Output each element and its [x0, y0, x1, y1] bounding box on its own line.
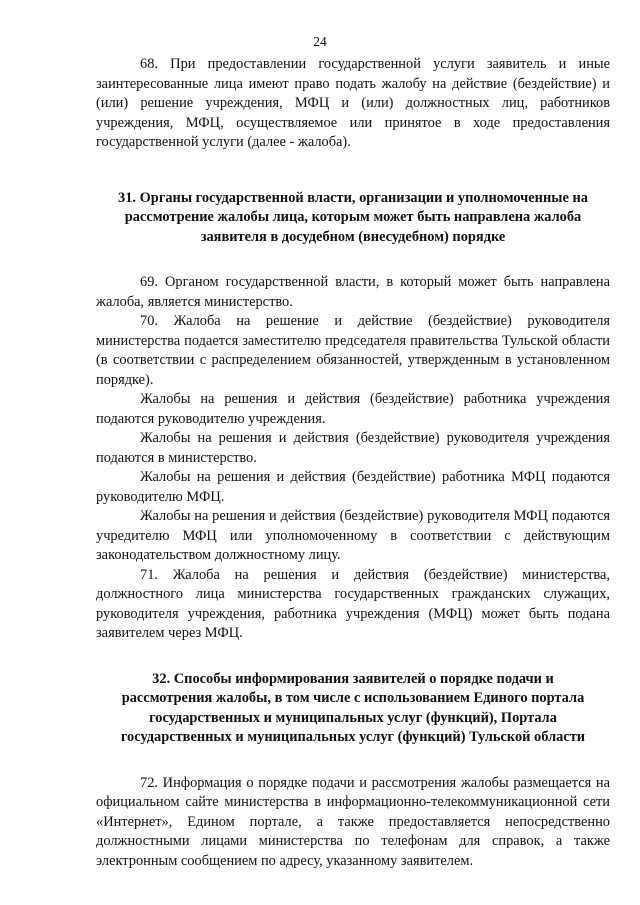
page-number: 24	[313, 34, 327, 49]
paragraph-71: 71. Жалоба на решения и действия (бездействие) министерства, должностного лица министерства государственных гражданских служащих, руководителя учреждения, работника учреждения (МФЦ) может быть подана заявителем через МФЦ.	[96, 566, 610, 641]
paragraph-70-worker: Жалобы на решения и действия (бездействие) работника учреждения подаются руководителю учреждения.	[96, 391, 610, 427]
section-heading-31: 31. Органы государственной власти, организации и уполномоченные на рассмотрение жалобы лица, которым может быть направлена жалоба заявителя в досудебном (внесудебном) порядке	[118, 189, 588, 245]
paragraph-72: 72. Информация о порядке подачи и рассмотрения жалобы размещается на официальном сайте министерства в информационно-телекоммуникационной сети «Интернет», Едином портале, а также предоставляется непосредственно должностными лицами министерства по телефонам для справок, а также электронным сообщением по адресу, указанному заявителем.	[96, 774, 610, 869]
paragraph-70-mfc-head: Жалобы на решения и действия (бездействие) руководителя МФЦ подаются учредителю МФЦ или уполномоченному в соответствии с действующим законодательством должностному лицу.	[96, 508, 610, 563]
section-heading-32: 32. Способы информирования заявителей о порядке подачи и рассмотрения жалобы, в том числе с использованием Единого портала государственных и муниципальных услуг (функций), Портала государственных и муниципальных услуг (функций) Тульской области	[120, 670, 586, 745]
document-body	[96, 55, 610, 871]
paragraph-69: 69. Органом государственной власти, в который может быть направлена жалоба, является министерство.	[96, 274, 610, 310]
paragraph-68: 68. При предоставлении государственной услуги заявитель и иные заинтересованные лица имеют право подать жалобу на действие (бездействие) и (или) решение учреждения, МФЦ и (или) должностных лиц, работников учреждения, МФЦ, осуществляемое или принятое в ходе предоставления государственной услуги (далее - жалоба).	[96, 56, 610, 150]
paragraph-70-head: Жалобы на решения и действия (бездействие) руководителя учреждения подаются в министерство.	[96, 430, 610, 466]
paragraph-70: 70. Жалоба на решение и действие (бездействие) руководителя министерства подается заместителю председателя правительства Тульской области (в соответствии с распределением обязанностей, утвержденным в установленном порядке).	[96, 313, 610, 388]
paragraph-70-mfc-worker: Жалобы на решения и действия (бездействие) работника МФЦ подаются руководителю МФЦ.	[96, 469, 610, 505]
